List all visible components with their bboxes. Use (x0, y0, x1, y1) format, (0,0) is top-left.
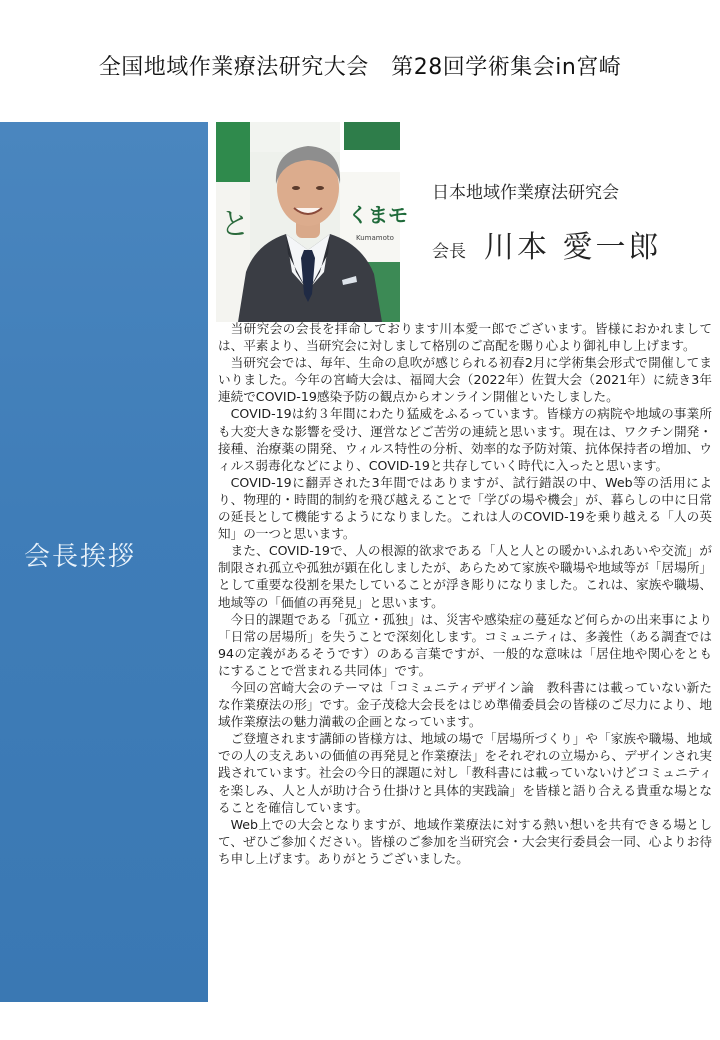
page-title: 全国地域作業療法研究大会 第28回学術集会in宮崎 (98, 55, 622, 80)
message-paragraph: 当研究会では、毎年、生命の息吹が感じられる初春2月に学術集会形式で開催してまいりました。今年の宮崎大会は、福岡大会（2022年）佐賀大会（2021年）に続き3年連続でCOVID-19感染予防の観点からオンライン開催といたしました。 (218, 355, 712, 405)
speaker-line (432, 222, 662, 266)
speaker-role: 会長 (432, 242, 466, 262)
backdrop-text-roman: Kumamoto (356, 234, 394, 242)
message-paragraph: ご登壇されます講師の皆様方は、地域の場で「居場所づくり」や「家族や職場、地域での人の支えあいの価値の再発見と作業療法」をそれぞれの立場から、デザインされ実践されています。社会の今日的課題に対し「教科書には載っていないけどコミュニティを楽しみ、人と人が助け合う仕掛けと具体的実践論」を皆様と語り合える貴重な場となることを確信しています。 (218, 731, 712, 815)
backdrop-text-logo: くまモ (348, 203, 408, 227)
message-paragraph: COVID-19に翻弄された3年間ではありますが、試行錯誤の中、Web等の活用により、物理的・時間的制約を飛び越えることで「学びの場や機会」が、暮らしの中に日常の延長として機能するようになりました。これは人のCOVID-19を乗り越える「人の英知」の一つと思います。 (218, 474, 712, 542)
speaker-name: 川本 愛一郎 (484, 230, 662, 265)
message-paragraph: COVID-19は約３年間にわたり猛威をふるっています。皆様方の病院や地域の事業所も大変大きな影響を受け、運営などご苦労の連続と思います。現在は、ワクチン開発・接種、治療薬の開発、ウィルス特性の分析、効率的な予防対策、抗体保持者の増加、ウィルス弱毒化などにより、COVID-19と共存していく時代に入ったと思います。 (218, 406, 712, 473)
message-paragraph: 今日的課題である「孤立・孤独」は、災害や感染症の蔓延など何らかの出来事により「日常の居場所」を失うことで深刻化します。コミュニティは、多義性（ある調査では94の定義があるそうです）のある言葉ですが、一般的な意味は「居住地や関心をともにすることで営まれる共同体」です。 (218, 611, 712, 678)
section-heading: 会長挨拶 (24, 542, 137, 572)
message-paragraph: 当研究会の会長を拝命しております川本愛一郎でございます。皆様におかれましては、平素より、当研究会に対しまして格別のご高配を賜り心より御礼申し上げます。 (218, 321, 712, 354)
message-paragraph: Web上での大会となりますが、地域作業療法に対する熱い想いを共有できる場として、ぜひご参加ください。皆様のご参加を当研究会・大会実行委員会一同、心よりお待ち申し上げます。ありがとうございました。 (218, 816, 712, 866)
president-portrait (216, 122, 408, 322)
message-paragraph: 今回の宮崎大会のテーマは「コミュニティデザイン論 教科書には載っていない新たな作業療法の形」です。金子茂稔大会長をはじめ準備委員会の皆様のご尽力により、地域作業療法の魅力満載の企画となっています。 (218, 679, 712, 730)
backdrop-text-left: と (220, 207, 250, 242)
greeting-message (218, 320, 712, 867)
organization-name: 日本地域作業療法研究会 (432, 183, 619, 203)
message-paragraph: また、COVID-19で、人の根源的欲求である「人と人との暖かいふれあいや交流」が制限され孤立や孤独が顕在化しましたが、あらためて家族や職場や地域等が「居場所」として重要な役割を果たしていることが浮き彫りになりました。これは、家族や職場、地域等の「価値の再発見」と思います。 (218, 543, 712, 610)
